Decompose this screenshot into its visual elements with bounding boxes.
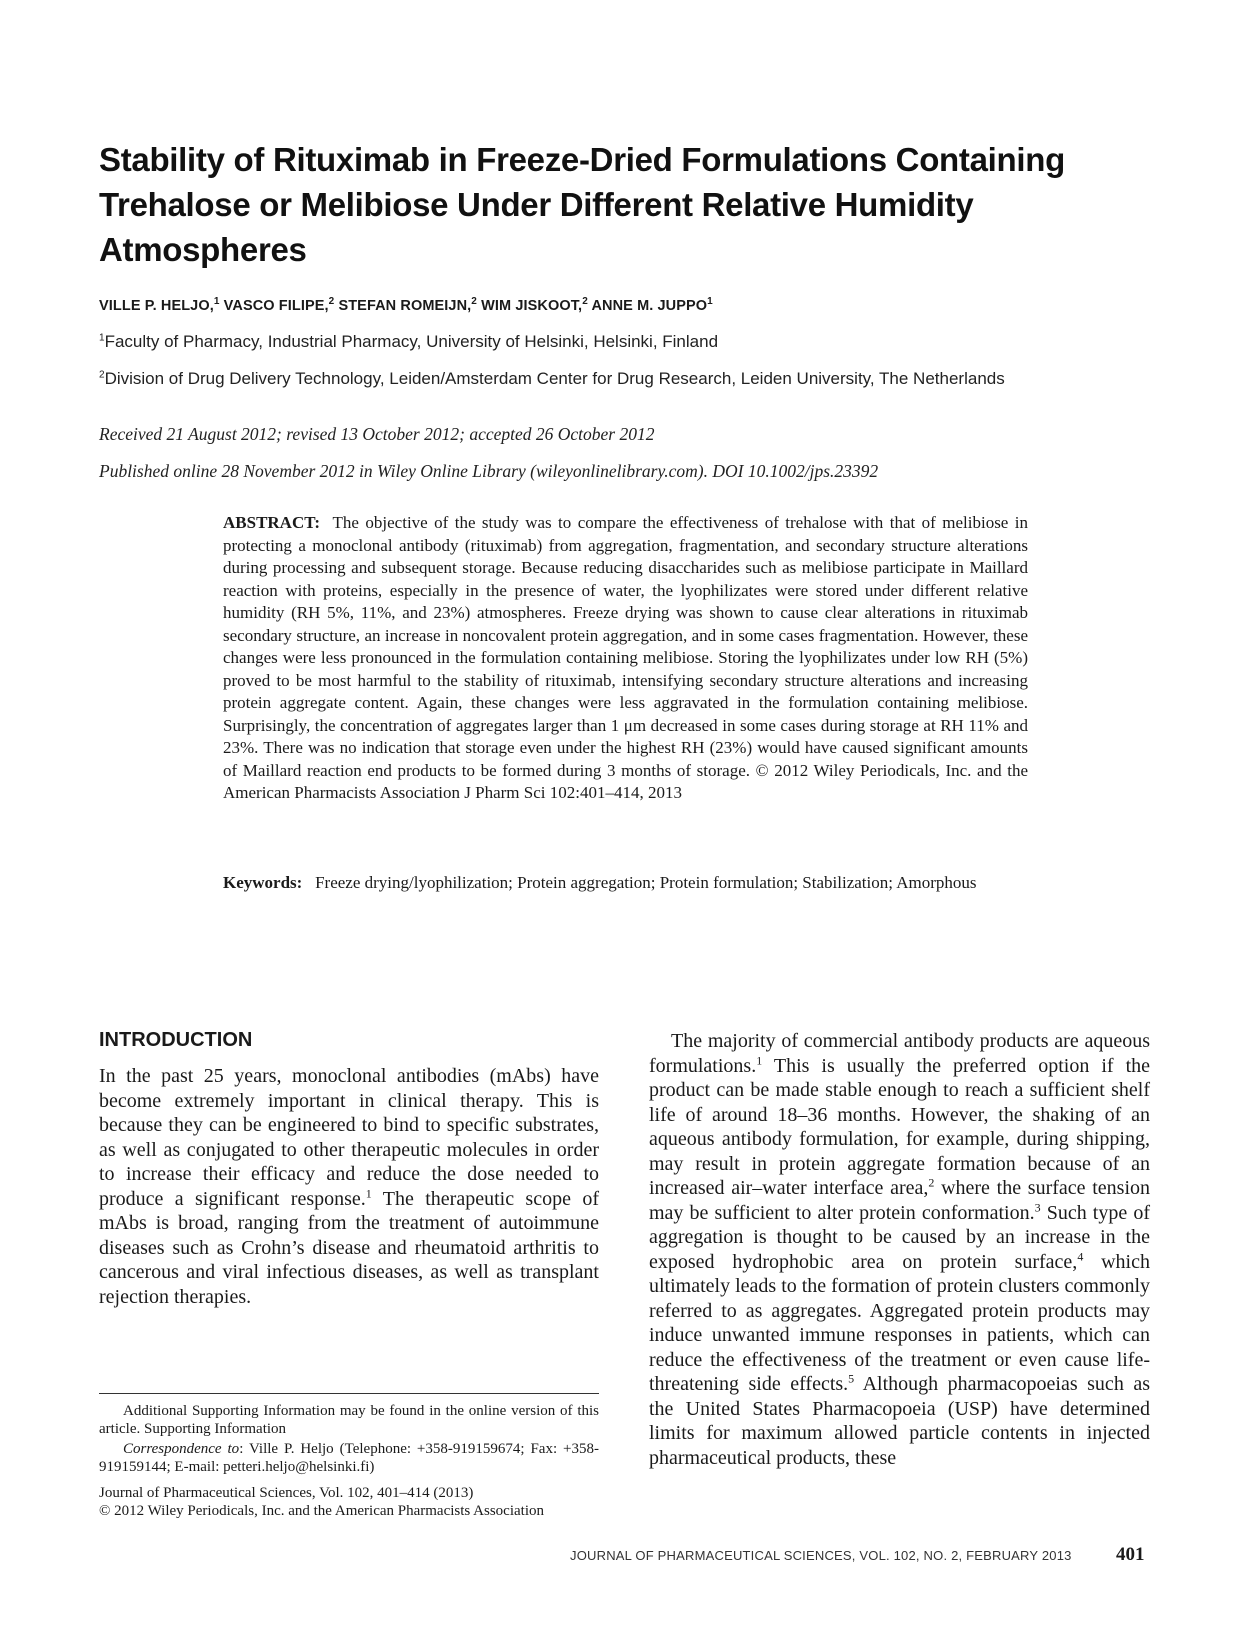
author: STEFAN ROMEIJN, bbox=[338, 297, 472, 314]
affiliation-2 bbox=[99, 369, 1005, 389]
author: WIM JISKOOT, bbox=[481, 297, 583, 314]
text-run: Such type of aggregation is thought to be caused by an increase in the exposed hydrophobic area on protein surface, bbox=[649, 1201, 1151, 1273]
correspondence-text: : Ville P. Heljo (Telephone: +358-919159674; Fax: +358-919159144; E-mail: petteri.heljo@helsinki.fi) bbox=[99, 1441, 600, 1475]
citation-mark: 2 bbox=[928, 1175, 935, 1190]
footnote-journal bbox=[99, 1484, 599, 1520]
received-dates: Received 21 August 2012; revised 13 October 2012; accepted 26 October 2012 bbox=[99, 424, 655, 444]
affiliation-number: 2 bbox=[99, 369, 105, 381]
affiliation-number: 1 bbox=[99, 332, 105, 344]
text-run: where the surface tension may be sufficient to alter protein conformation. bbox=[649, 1177, 1150, 1224]
footnote-divider bbox=[99, 1393, 599, 1394]
citation-mark: 1 bbox=[365, 1185, 372, 1200]
citation-mark: 4 bbox=[1077, 1248, 1084, 1263]
text-run: In the past 25 years, monoclonal antibodies (mAbs) have become extremely important in clinical therapy. This is because they can be engineered to bind to specific substrates, as well as conjugated to other therapeutic molecules in order to increase their efficacy and reduce the dose needed to produce a significant response. bbox=[99, 1065, 599, 1210]
correspondence-label: Correspondence to bbox=[123, 1441, 240, 1457]
text-run: which ultimately leads to the formation of protein clusters commonly referred to as aggregates. Aggregated protein products may induce unwanted immune responses in patients, which can reduce the effectiveness of the treatment or even cause life-threatening side effects. bbox=[649, 1250, 1150, 1395]
text-run: The majority of commercial antibody products are aqueous formulations. bbox=[649, 1030, 1150, 1077]
publication-info: Published online 28 November 2012 in Wiley Online Library (wileyonlinelibrary.com). DOI 10.1002/jps.23392 bbox=[99, 461, 879, 481]
copyright-line: © 2012 Wiley Periodicals, Inc. and the American Pharmacists Association bbox=[99, 1503, 545, 1519]
keywords-text: Freeze drying/lyophilization; Protein aggregation; Protein formulation; Stabilization; Amorphous bbox=[315, 873, 977, 892]
keywords bbox=[223, 872, 1028, 895]
introduction-paragraph-2 bbox=[649, 1029, 1150, 1470]
citation-mark: 1 bbox=[756, 1052, 763, 1067]
text-run: The therapeutic scope of mAbs is broad, ranging from the treatment of autoimmune diseases such as Crohn’s disease and rheumatoid arthritis to cancerous and viral infectious diseases, as well as transplant rejection therapies. bbox=[99, 1187, 599, 1308]
author-affiliation-mark: 2 bbox=[471, 296, 477, 307]
abstract-text: The objective of the study was to compare the effectiveness of trehalose with that of melibiose in protecting a monoclonal antibody (rituximab) from aggregation, fragmentation, and secondary structure alterations during processing and subsequent storage. Because reducing disaccharides such as melibiose participate in Maillard reaction with proteins, especially in the presence of water, the lyophilizates were stored under different relative humidity (RH 5%, 11%, and 23%) atmospheres. Freeze drying was shown to cause clear alterations in rituximab secondary structure, an increase in noncovalent protein aggregation, and in some cases fragmentation. However, these changes were less pronounced in the formulation containing melibiose. Storing the lyophilizates under low RH (5%) proved to be most harmful to the stability of rituximab, intensifying secondary structure alterations and increasing protein aggregate content. Again, these changes were less aggravated in the formulation containing melibiose. Surprisingly, the concentration of aggregates larger than 1 μm decreased in some cases during storage at RH 11% and 23%. There was no indication that storage even under the highest RH (23%) would have caused significant amounts of Maillard reaction end products to be formed during 3 months of storage. © 2012 Wiley Periodicals, Inc. and the American Pharmacists Association J Pharm Sci 102:401–414, 2013 bbox=[223, 513, 1029, 802]
section-heading-introduction: INTRODUCTION bbox=[99, 1029, 253, 1051]
author-affiliation-mark: 2 bbox=[582, 296, 588, 307]
keywords-label: Keywords: bbox=[223, 873, 303, 892]
journal-citation: Journal of Pharmaceutical Sciences, Vol. 102, 401–414 (2013) bbox=[99, 1485, 474, 1501]
article-title: Stability of Rituximab in Freeze-Dried Formulations Containing Trehalose or Melibiose Under Different Relative Humidity Atmospheres bbox=[99, 141, 1065, 268]
author: ANNE M. JUPPO bbox=[591, 297, 708, 314]
introduction-paragraph-1 bbox=[99, 1064, 599, 1309]
author-list bbox=[99, 296, 713, 314]
affiliation-1 bbox=[99, 332, 718, 352]
author-affiliation-mark: 1 bbox=[707, 296, 713, 307]
text-run: This is usually the preferred option if the product can be made stable enough to reach a sufficient shelf life of around 18–36 months. However, the shaking of an aqueous antibody formulation, for example, during shipping, may result in protein aggregate formation because of an increased air–water interface area, bbox=[649, 1054, 1150, 1199]
affiliation-text: Faculty of Pharmacy, Industrial Pharmacy, University of Helsinki, Helsinki, Finland bbox=[104, 332, 719, 351]
citation-mark: 3 bbox=[1034, 1199, 1041, 1214]
abstract bbox=[223, 512, 1028, 805]
footnote-correspondence bbox=[99, 1440, 599, 1476]
page-number: 401 bbox=[1116, 1544, 1145, 1565]
text-run: Although pharmacopoeias such as the United States Pharmacopoeia (USP) have determined limits for maximum allowed particle contents in injected pharmaceutical products, these bbox=[649, 1373, 1151, 1469]
author: VILLE P. HELJO, bbox=[99, 297, 214, 314]
affiliation-text: Division of Drug Delivery Technology, Leiden/Amsterdam Center for Drug Research, Leiden University, The Netherlands bbox=[104, 369, 1005, 388]
abstract-label: ABSTRACT: bbox=[223, 513, 320, 532]
author-affiliation-mark: 1 bbox=[213, 296, 220, 307]
author: VASCO FILIPE, bbox=[223, 297, 329, 314]
author-affiliation-mark: 2 bbox=[328, 296, 335, 307]
citation-mark: 5 bbox=[848, 1371, 855, 1386]
running-footer: JOURNAL OF PHARMACEUTICAL SCIENCES, VOL. 102, NO. 2, FEBRUARY 2013 bbox=[570, 1548, 1072, 1563]
footnote-supporting-info: Additional Supporting Information may be found in the online version of this article. Supporting Information bbox=[99, 1403, 599, 1437]
